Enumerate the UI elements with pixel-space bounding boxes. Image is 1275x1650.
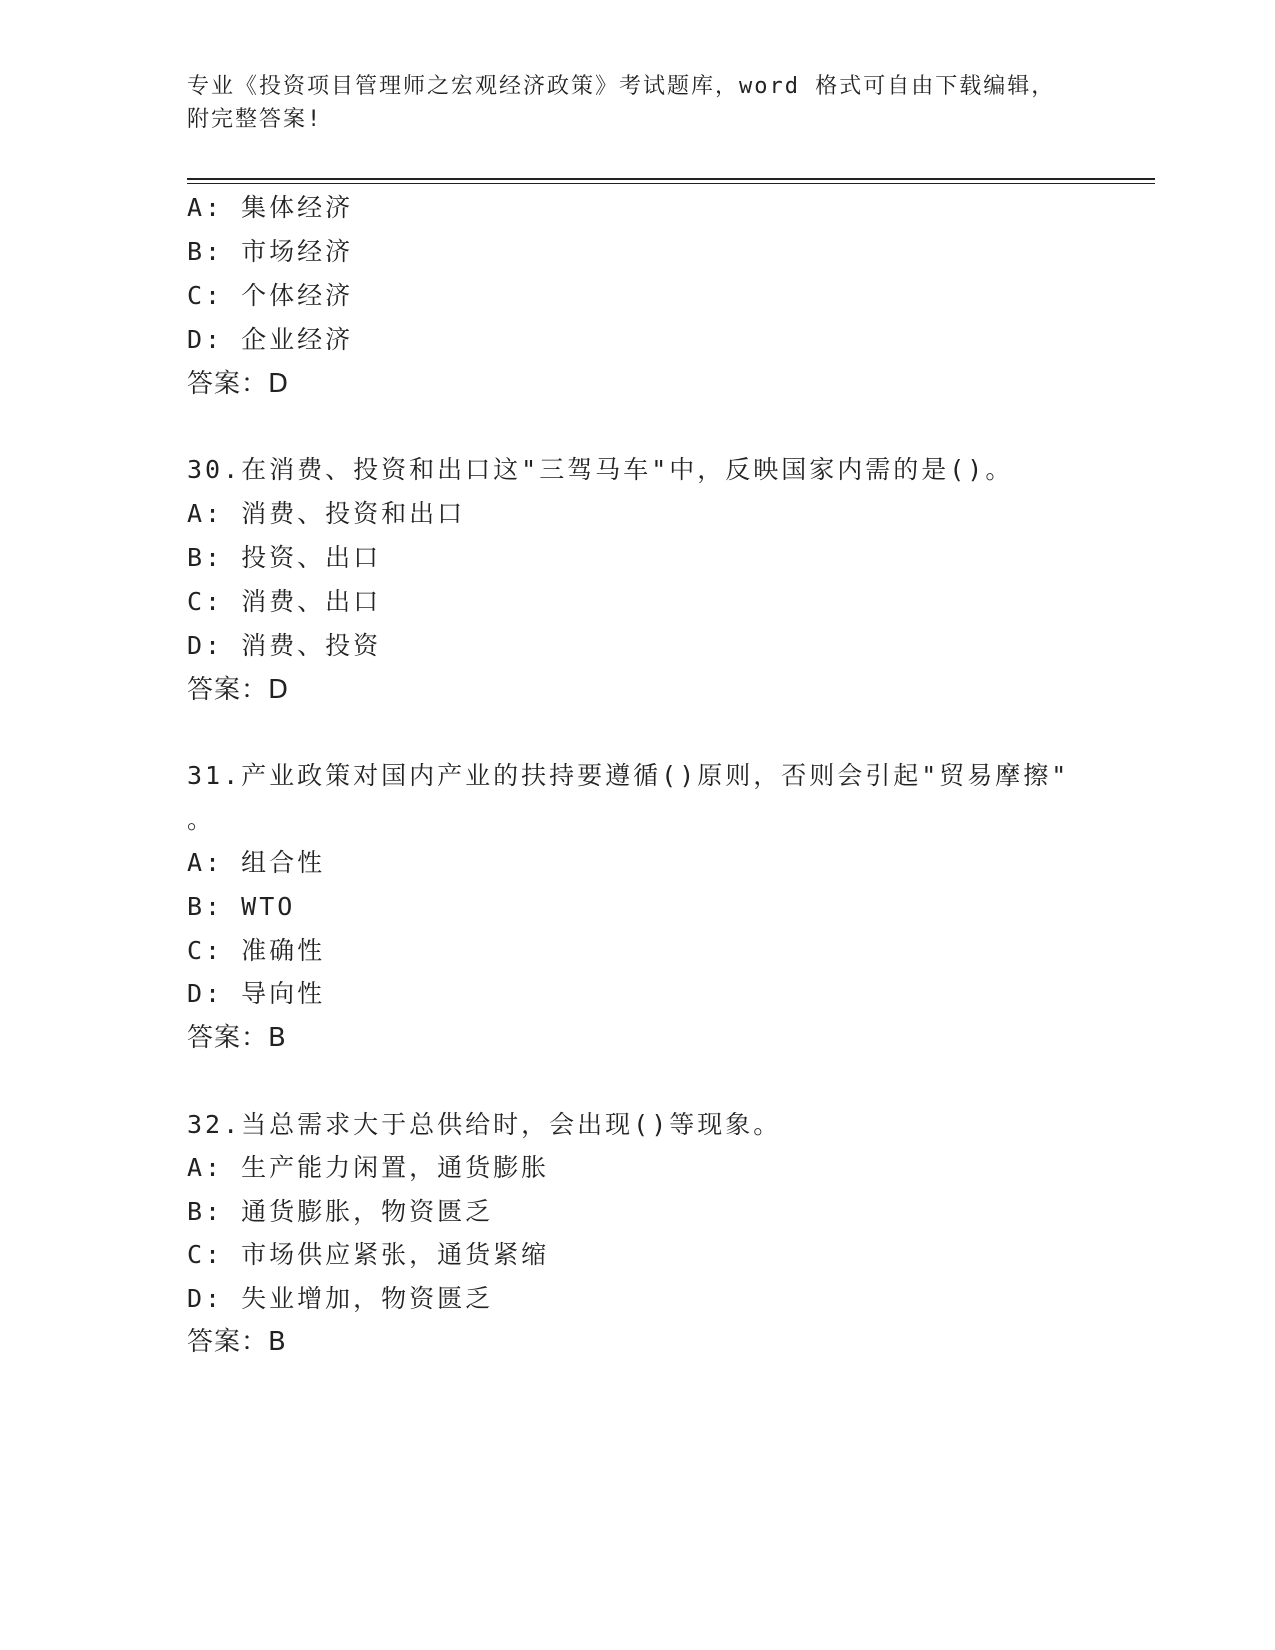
document-header [187, 70, 1087, 136]
option-d: D: 消费、投资 [187, 631, 382, 660]
question-text: 30.在消费、投资和出口这"三驾马车"中，反映国家内需的是()。 [187, 455, 1014, 484]
option-b: B: 通货膨胀，物资匮乏 [187, 1197, 494, 1226]
answer: 答案：D [187, 369, 290, 399]
header-rule-thick [187, 178, 1155, 180]
option-b: B: 投资、出口 [187, 543, 382, 572]
question-text: 31.产业政策对国内产业的扶持要遵循()原则，否则会引起"贸易摩擦" [187, 761, 1070, 790]
option-b: B: 市场经济 [187, 237, 354, 266]
option-b: B: WTO [187, 892, 296, 921]
header-line-1: 专业《投资项目管理师之宏观经济政策》考试题库，word 格式可自由下载编辑， [187, 74, 1056, 99]
answer: 答案：B [187, 1327, 287, 1357]
option-d: D: 导向性 [187, 979, 326, 1008]
answer: 答案：D [187, 675, 290, 705]
question-text-continued: 。 [187, 805, 216, 834]
option-a: A: 组合性 [187, 848, 326, 877]
option-d: D: 失业增加，物资匮乏 [187, 1284, 494, 1313]
header-line-2: 附完整答案! [187, 107, 323, 132]
option-c: C: 准确性 [187, 936, 326, 965]
option-c: C: 个体经济 [187, 281, 354, 310]
question-text: 32.当总需求大于总供给时，会出现()等现象。 [187, 1110, 782, 1139]
option-d: D: 企业经济 [187, 325, 354, 354]
answer: 答案：B [187, 1023, 287, 1053]
option-a: A: 集体经济 [187, 193, 354, 222]
header-rule-thin [187, 183, 1155, 184]
option-a: A: 生产能力闲置，通货膨胀 [187, 1153, 550, 1182]
option-a: A: 消费、投资和出口 [187, 499, 466, 528]
option-c: C: 市场供应紧张，通货紧缩 [187, 1240, 550, 1269]
option-c: C: 消费、出口 [187, 587, 382, 616]
